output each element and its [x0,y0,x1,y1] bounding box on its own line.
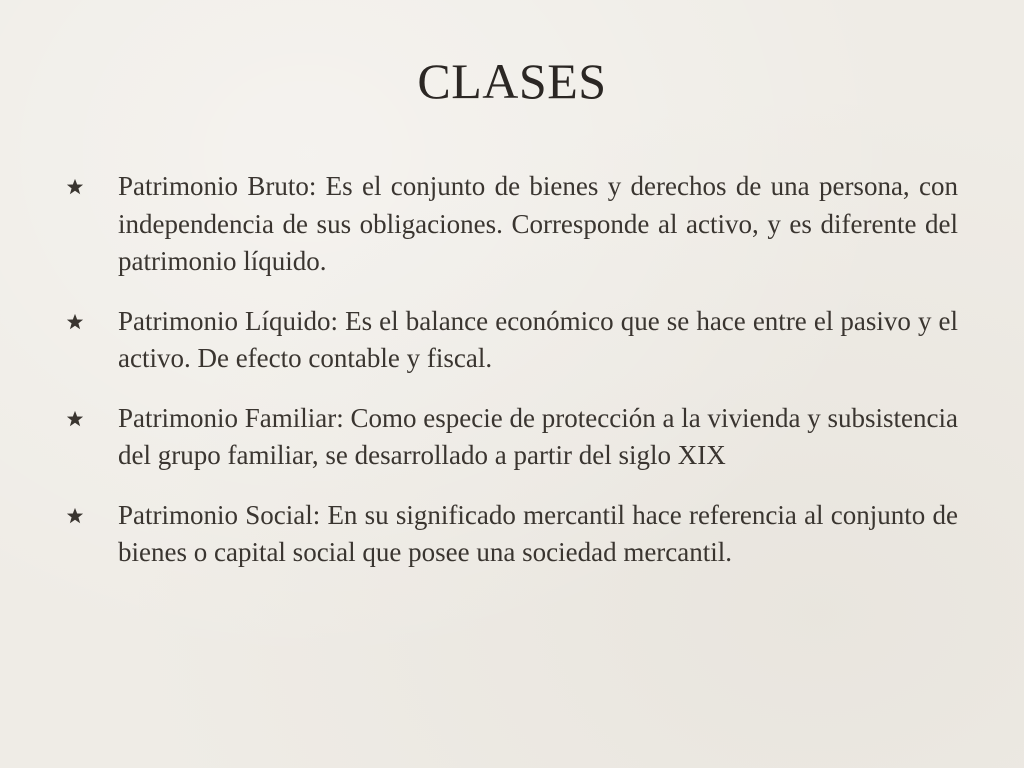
bullet-text: Patrimonio Líquido: Es el balance económico que se hace entre el pasivo y el activo. De efecto contable y fiscal. [118,305,958,373]
star-icon [66,507,84,525]
bullet-text: Patrimonio Bruto: Es el conjunto de bienes y derechos de una persona, con independencia de sus obligaciones. Corresponde al activo, y es diferente del patrimonio líquido. [118,171,958,276]
list-item [66,303,958,378]
bullet-list [66,168,958,594]
slide-title: CLASES [417,53,607,109]
star-icon [66,313,84,331]
list-item [66,168,958,281]
list-item [66,497,958,572]
list-item [66,400,958,475]
star-icon [66,178,84,196]
bullet-text: Patrimonio Social: En su significado mercantil hace referencia al conjunto de bienes o capital social que posee una sociedad mercantil. [118,499,958,567]
star-icon [66,410,84,428]
bullet-text: Patrimonio Familiar: Como especie de protección a la vivienda y subsistencia del grupo familiar, se desarrollado a partir del siglo XIX [118,402,958,470]
